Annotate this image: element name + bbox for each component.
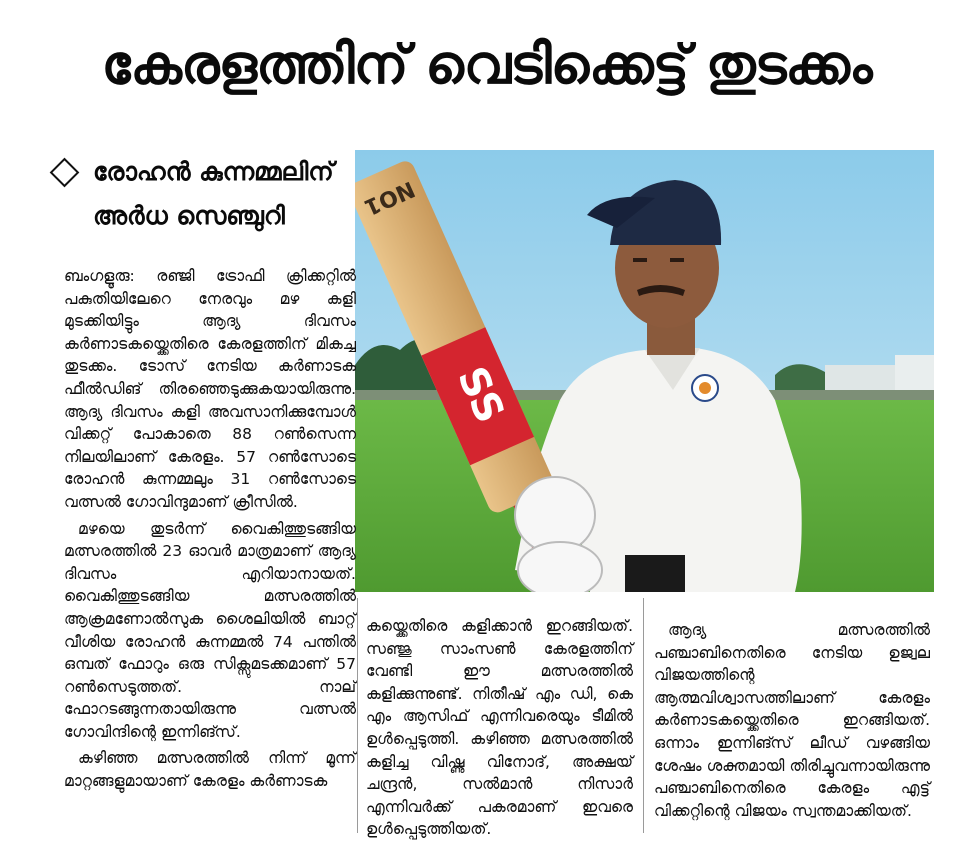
column-divider (357, 598, 358, 833)
subheadline-text-2: അർധ സെഞ്ചുറി (93, 201, 285, 230)
article-paragraph: ബംഗളൂരു: രഞ്ജി ട്രോഫി ക്രിക്കറ്റിൽ പകുതിയിലേറെ നേരവും മഴ കളി മുടക്കിയിട്ടും ആദ്യ ദിവസം കർണാടകയ്ക്കെതിരെ കേരളത്തിന് മികച്ച തുടക്കം. ടോസ് നേടിയ കർണാടക ഫീൽഡിങ് തിരഞ്ഞെടുക്കുകയായിരുന്നു. ആദ്യ ദിവസം കളി അവസാനിക്കുമ്പോൾ വിക്കറ്റ് പോകാതെ 88 റൺസെന്ന നിലയിലാണ് കേരളം. 57 റൺസോടെ രോഹൻ കുന്നമ്മലും 31 റൺസോടെ വത്സൽ ഗോവിന്ദുമാണ് ക്രീസിൽ. (64, 267, 356, 511)
column-divider (643, 598, 644, 833)
article-paragraph: കഴിഞ്ഞ മത്സരത്തിൽ നിന്ന് മൂന്ന് മാറ്റങ്ങളുമായാണ് കേരളം കർണാടക (64, 749, 356, 791)
article-paragraph: ആദ്യ മത്സരത്തിൽ പഞ്ചാബിനെതിരെ നേടിയ ഉജ്വല വിജയത്തിന്റെ ആത്മവിശ്വാസത്തിലാണ് കേരളം കർണാടകയ്ക്കെതിരെ ഇറങ്ങിയത്. ഒന്നാം ഇന്നിങ്സ് ലീഡ് വഴങ്ങിയ ശേഷം ശക്തമായി തിരിച്ചുവന്നായിരുന്നു പഞ്ചാബിനെതിരെ കേരളം എട്ട് വിക്കറ്റിന്റെ വിജയം സ്വന്തമാക്കിയത്. (654, 621, 930, 820)
article-column-3 (654, 615, 930, 822)
subheadline-line-2 (50, 194, 350, 238)
article-paragraph: മഴയെ തുടർന്ന് വൈകിത്തുടങ്ങിയ മത്സരത്തിൽ 23 ഓവർ മാത്രമാണ് ആദ്യ ദിവസം എറിയാനായത്. വൈകിത്തുടങ്ങിയ മത്സരത്തിൽ ആക്രമണോൽസുക ശൈലിയിൽ ബാറ്റ് വീശിയ രോഹൻ കുന്നമ്മൽ 74 പന്തിൽ ഒമ്പത് ഫോറും ഒരു സിക്സുമടക്കമാണ് 57 റൺസെടുത്തത്. നാല് ഫോറടങ്ങുന്നതായിരുന്നു വത്സൽ ഗോവിന്ദിന്റെ ഇന്നിങ്സ്. (64, 519, 356, 741)
bat-label-text: NO1 (360, 175, 419, 220)
subheadline (50, 150, 350, 238)
subheadline-line-1 (50, 150, 350, 194)
article-column-1 (64, 265, 356, 793)
article-column-2 (366, 615, 633, 841)
bat-print-text: SS (448, 360, 513, 430)
cricketer-photo (355, 150, 934, 592)
diamond-bullet-icon (50, 157, 80, 187)
article-paragraph: കയ്ക്കെതിരെ കളിക്കാൻ ഇറങ്ങിയത്. സഞ്ജു സാംസൺ കേരളത്തിന് വേണ്ടി ഈ മത്സരത്തിൽ കളിക്കുന്നുണ്ട്. നിതീഷ് എം ഡി, കെ എം ആസിഫ് എന്നിവരെയും ടീമിൽ ഉൾപ്പെടുത്തി. കഴിഞ്ഞ മത്സരത്തിൽ കളിച്ച വിഷ്ണു വിനോദ്, അക്ഷയ് ചന്ദ്രൻ, സൽമാൻ നിസാർ എന്നിവർക്ക് പകരമാണ് ഇവരെ ഉൾപ്പെടുത്തിയത്. (366, 617, 633, 839)
headline: കേരളത്തിന് വെടിക്കെട്ട് തുടക്കം (101, 33, 872, 96)
cricketer-photo-illustration (355, 150, 934, 592)
subheadline-text-1: രോഹൻ കുന്നമ്മലിന് (93, 157, 334, 186)
